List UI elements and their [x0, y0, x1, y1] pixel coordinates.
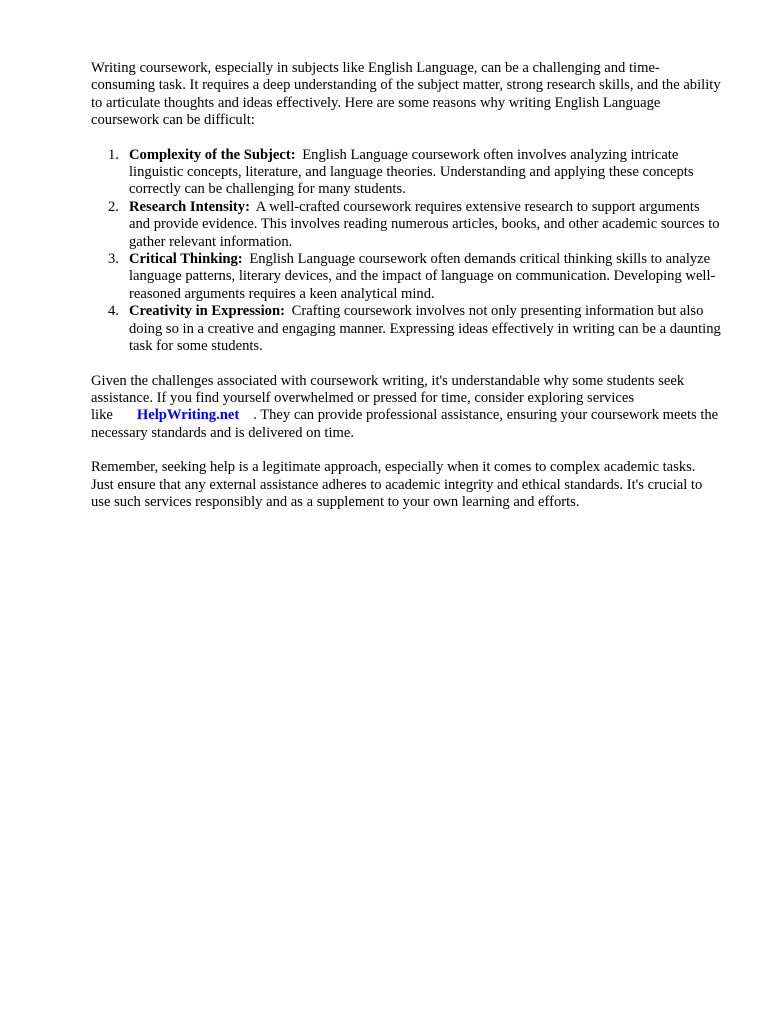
reasons-list	[91, 147, 721, 356]
list-item-term: Creativity in Expression:	[129, 303, 285, 320]
list-item	[91, 199, 721, 251]
list-item-number: 1.	[108, 146, 119, 163]
closing-paragraph: Remember, seeking help is a legitimate approach, especially when it comes to complex academic tasks. Just ensure that any external assistance adheres to academic integrity and ethical standards. It's crucial to use such services responsibly and as a supplement to your own learning and efforts.	[91, 459, 703, 510]
list-item	[91, 147, 721, 199]
list-item-number: 2.	[108, 198, 119, 215]
list-item-term: Complexity of the Subject:	[129, 146, 296, 163]
assistance-text-before: Given the challenges associated with coursework writing, it's understandable why some students seek assistance. If you find yourself overwhelmed or pressed for time, consider exploring services like	[91, 372, 685, 424]
intro-paragraph: Writing coursework, especially in subjects like English Language, can be a challenging and time-consuming task. It requires a deep understanding of the subject matter, strong research skills, and the ability to articulate thoughts and ideas effectively. Here are some reasons why writing English Language coursework can be difficult:	[91, 60, 721, 129]
assistance-paragraph	[91, 373, 721, 443]
helpwriting-link[interactable]: HelpWriting.net	[136, 407, 240, 424]
list-item-text: English Language coursework often demands critical thinking skills to analyze language patterns, literary devices, and the impact of language on communication. Developing well-reasoned arguments requires a keen analytical mind.	[129, 251, 716, 302]
list-item-term: Critical Thinking:	[129, 251, 243, 268]
list-item	[91, 251, 721, 303]
assistance-text-after: . They can provide professional assistance, ensuring your coursework meets the necessary standards and is delivered on time.	[91, 407, 719, 441]
list-item-number: 3.	[108, 251, 119, 268]
list-item-number: 4.	[108, 303, 119, 320]
list-item-text: A well-crafted coursework requires extensive research to support arguments and provide evidence. This involves reading numerous articles, books, and other academic sources to gather relevant information.	[129, 198, 720, 250]
list-item-text: Crafting coursework involves not only presenting information but also doing so in a creative and engaging manner. Expressing ideas effectively in writing can be a daunting task for some students.	[129, 303, 721, 355]
list-item	[91, 303, 721, 355]
list-item-text: English Language coursework often involves analyzing intricate linguistic concepts, literature, and language theories. Understanding and applying these concepts correctly can be challenging for many students.	[129, 146, 694, 198]
document-page	[91, 60, 721, 528]
list-item-term: Research Intensity:	[129, 198, 250, 215]
